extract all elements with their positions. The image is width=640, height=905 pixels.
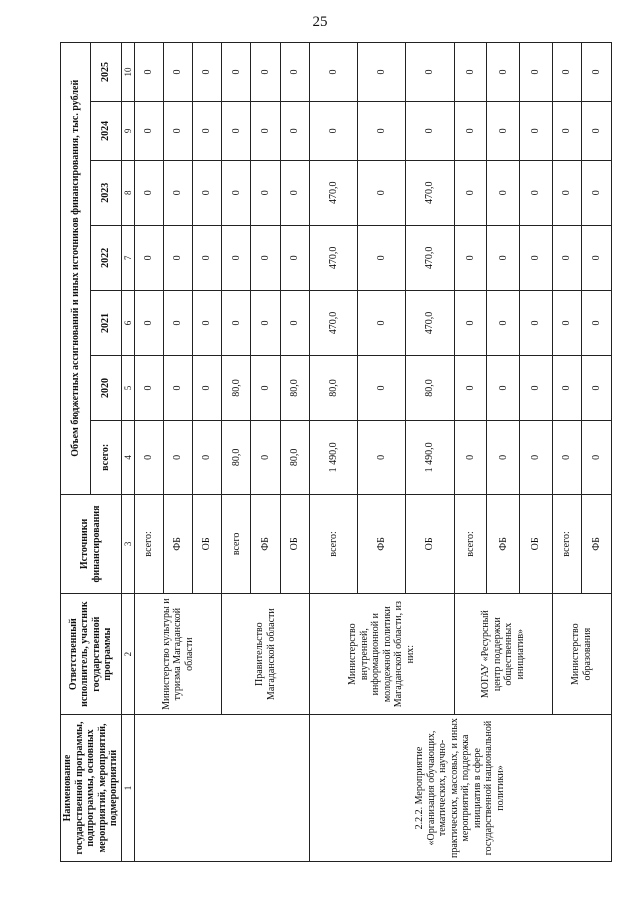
value-cell: 0: [251, 101, 280, 160]
column-number-row: [121, 43, 134, 862]
value-cell: 0: [251, 225, 280, 290]
value-cell: 80,0: [309, 355, 357, 420]
value-cell: 0: [454, 290, 487, 355]
value-cell: 0: [358, 421, 406, 494]
value-cell: 0: [222, 225, 251, 290]
column-number: 4: [121, 421, 134, 494]
value-cell: 0: [251, 421, 280, 494]
value-cell: 0: [164, 43, 193, 102]
column-number: 8: [121, 160, 134, 225]
value-cell: 0: [193, 43, 222, 102]
value-cell: 0: [251, 160, 280, 225]
value-cell: 0: [553, 355, 582, 420]
value-cell: 0: [164, 290, 193, 355]
funding-source-cell: всего: [222, 494, 251, 594]
header-year: 2024: [91, 101, 121, 160]
executor-cell: Министерство образования: [553, 594, 611, 715]
value-cell: 0: [222, 101, 251, 160]
funding-table: [60, 42, 612, 862]
value-cell: 0: [193, 290, 222, 355]
funding-source-cell: всего:: [454, 494, 487, 594]
value-cell: 0: [520, 421, 553, 494]
value-cell: 0: [280, 101, 309, 160]
value-cell: 0: [454, 101, 487, 160]
value-cell: 470,0: [406, 225, 454, 290]
funding-source-cell: ОБ: [520, 494, 553, 594]
value-cell: 0: [193, 101, 222, 160]
funding-source-cell: ОБ: [280, 494, 309, 594]
table-row: [134, 43, 163, 862]
value-cell: 0: [193, 160, 222, 225]
value-cell: 0: [406, 101, 454, 160]
value-cell: 0: [553, 421, 582, 494]
value-cell: 0: [487, 43, 520, 102]
funding-source-cell: ФБ: [582, 494, 611, 594]
value-cell: 0: [134, 290, 163, 355]
funding-source-cell: всего:: [134, 494, 163, 594]
value-cell: 0: [487, 355, 520, 420]
value-cell: 0: [358, 160, 406, 225]
value-cell: 0: [520, 101, 553, 160]
executor-cell: Министерство внутренней, информационной и молодежной политики Магаданской области, из них:: [309, 594, 454, 715]
value-cell: 0: [454, 160, 487, 225]
value-cell: 0: [553, 43, 582, 102]
funding-source-cell: ФБ: [164, 494, 193, 594]
value-cell: 0: [164, 160, 193, 225]
activity-name-cell: 2.2.2. Мероприятие «Организация обучающих, тематических, научно-практических, массовых, и иных мероприятий, поддержка инициатив в сфере государственной национальной политики»: [309, 715, 611, 862]
column-number: 2: [121, 594, 134, 715]
value-cell: 1 490,0: [309, 421, 357, 494]
funding-source-cell: всего:: [309, 494, 357, 594]
value-cell: 0: [487, 160, 520, 225]
value-cell: 0: [134, 421, 163, 494]
value-cell: 0: [487, 421, 520, 494]
value-cell: 0: [582, 101, 611, 160]
value-cell: 0: [520, 225, 553, 290]
value-cell: 470,0: [309, 225, 357, 290]
executor-cell: Министерство культуры и туризма Магаданской области: [134, 594, 221, 715]
table-body: [134, 43, 611, 862]
column-number: 5: [121, 355, 134, 420]
column-number: 10: [121, 43, 134, 102]
value-cell: 0: [309, 43, 357, 102]
value-cell: 80,0: [222, 421, 251, 494]
column-number: 1: [121, 715, 134, 862]
value-cell: 0: [222, 43, 251, 102]
header-year: 2020: [91, 355, 121, 420]
value-cell: 0: [520, 355, 553, 420]
header-year: 2025: [91, 43, 121, 102]
value-cell: 0: [164, 421, 193, 494]
value-cell: 0: [134, 160, 163, 225]
header-funding-source: Источники финансирования: [61, 494, 122, 594]
value-cell: 80,0: [222, 355, 251, 420]
value-cell: 0: [358, 290, 406, 355]
column-number: 9: [121, 101, 134, 160]
value-cell: 0: [487, 101, 520, 160]
funding-source-cell: ФБ: [487, 494, 520, 594]
value-cell: 80,0: [406, 355, 454, 420]
value-cell: 0: [193, 225, 222, 290]
header-executor: Ответственный исполнитель, участник государственной программы: [61, 594, 122, 715]
value-cell: 0: [309, 101, 357, 160]
value-cell: 0: [520, 160, 553, 225]
value-cell: 1 490,0: [406, 421, 454, 494]
column-number: 6: [121, 290, 134, 355]
funding-source-cell: ФБ: [358, 494, 406, 594]
value-cell: 0: [134, 43, 163, 102]
value-cell: 0: [193, 421, 222, 494]
value-cell: 0: [406, 43, 454, 102]
value-cell: 0: [454, 421, 487, 494]
header-total: всего:: [91, 421, 121, 494]
value-cell: 0: [582, 421, 611, 494]
program-name-cell-empty: [134, 715, 309, 862]
value-cell: 0: [358, 101, 406, 160]
value-cell: 0: [134, 355, 163, 420]
value-cell: 0: [487, 290, 520, 355]
header-funding-volume: Объем бюджетных ассигнований и иных источников финансирования, тыс. рублей: [61, 43, 91, 495]
value-cell: 0: [553, 225, 582, 290]
value-cell: 0: [280, 225, 309, 290]
value-cell: 0: [134, 225, 163, 290]
value-cell: 0: [280, 290, 309, 355]
value-cell: 0: [251, 355, 280, 420]
value-cell: 0: [134, 101, 163, 160]
column-number: 7: [121, 225, 134, 290]
executor-cell: МОГАУ «Ресурсный центр поддержки общественных инициатив»: [454, 594, 553, 715]
value-cell: 0: [520, 43, 553, 102]
page-number: 25: [312, 14, 328, 30]
value-cell: 0: [520, 290, 553, 355]
table-row: [309, 43, 357, 862]
column-number: 3: [121, 494, 134, 594]
value-cell: 0: [164, 355, 193, 420]
funding-source-cell: ФБ: [251, 494, 280, 594]
value-cell: 0: [358, 225, 406, 290]
executor-cell: Правительство Магаданской области: [222, 594, 309, 715]
header-program-name: Наименование государственной программы, подпрограммы, основных мероприятий, мероприятий, подмероприятий: [61, 715, 122, 862]
value-cell: 0: [454, 225, 487, 290]
value-cell: 0: [251, 290, 280, 355]
value-cell: 80,0: [280, 355, 309, 420]
value-cell: 470,0: [406, 160, 454, 225]
value-cell: 80,0: [280, 421, 309, 494]
funding-source-cell: всего:: [553, 494, 582, 594]
value-cell: 0: [582, 225, 611, 290]
value-cell: 470,0: [309, 160, 357, 225]
value-cell: 0: [193, 355, 222, 420]
value-cell: 0: [164, 101, 193, 160]
value-cell: 0: [358, 355, 406, 420]
value-cell: 0: [553, 101, 582, 160]
header-year: 2022: [91, 225, 121, 290]
value-cell: 0: [222, 160, 251, 225]
value-cell: 470,0: [406, 290, 454, 355]
value-cell: 0: [553, 290, 582, 355]
value-cell: 0: [454, 43, 487, 102]
value-cell: 0: [582, 160, 611, 225]
value-cell: 0: [164, 225, 193, 290]
value-cell: 0: [582, 355, 611, 420]
value-cell: 0: [280, 160, 309, 225]
value-cell: 0: [280, 43, 309, 102]
funding-source-cell: ОБ: [193, 494, 222, 594]
funding-source-cell: ОБ: [406, 494, 454, 594]
value-cell: 0: [454, 355, 487, 420]
value-cell: 0: [582, 290, 611, 355]
header-row-1: [61, 43, 91, 862]
value-cell: 470,0: [309, 290, 357, 355]
value-cell: 0: [487, 225, 520, 290]
value-cell: 0: [222, 290, 251, 355]
header-year: 2023: [91, 160, 121, 225]
value-cell: 0: [582, 43, 611, 102]
header-year: 2021: [91, 290, 121, 355]
value-cell: 0: [251, 43, 280, 102]
value-cell: 0: [358, 43, 406, 102]
value-cell: 0: [553, 160, 582, 225]
rotated-table-container: [60, 42, 602, 862]
